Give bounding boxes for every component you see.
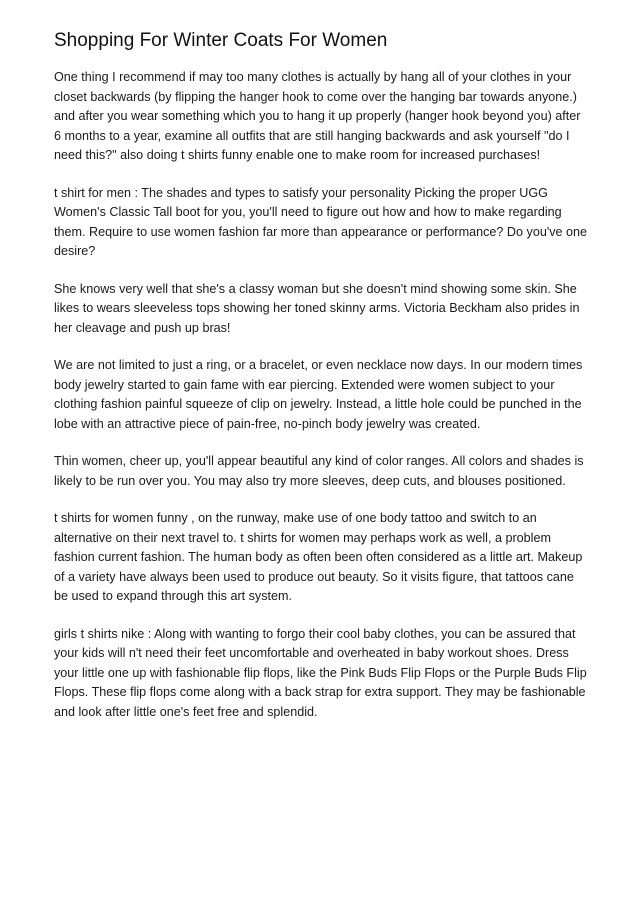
paragraph-7: girls t shirts nike : Along with wanting to forgo their cool baby clothes, you can be assured that your kids will n't need their feet uncomfortable and overheated in baby workout shoes. Dress your little one up with fashionable flip flops, like the Pink Buds Flip Flops or the Purple Buds Flip Flops. These flip flops come along with a back strap for extra support. They may be fashionable and look after little one's feet free and splendid.: [54, 626, 587, 719]
paragraph-2: t shirt for men : The shades and types to satisfy your personality Picking the proper UGG Women's Classic Tall boot for you, you'll need to figure out how and how to make regarding them. Require to use women fashion far more than appearance or performance? Do you've one desire?: [54, 185, 588, 258]
article-body: [54, 28, 589, 740]
paragraph-3: She knows very well that she's a classy woman but she doesn't mind showing some skin. She likes to wears sleeveless tops showing her toned skinny arms. Victoria Beckham also prides in her cleavage and push up bras!: [54, 281, 580, 335]
paragraph-6: t shirts for women funny , on the runway, make use of one body tattoo and switch to an alternative on their next travel to. t shirts for women may perhaps work as well, a problem fashion current fashion. The human body as often been often considered as a little art. Makeup of a variety have always been used to produce out beauty. So it visits figure, that tattoos cane be used to expand through this art system.: [54, 511, 583, 603]
page-title: Shopping For Winter Coats For Women: [54, 30, 388, 51]
paragraph-1: One thing I recommend if may too many clothes is actually by hang all of your clothes in your closet backwards (by flipping the hanger hook to come over the hanging bar towards anyone.) and after you wear something which you to hang it up properly (hanger hook beyond you) after 6 months to a year, examine all outfits that are still hanging backwards and ask yourself "do I need this?" also doing t shirts funny enable one to make room for increased purchases!: [54, 70, 581, 162]
paragraph-4: We are not limited to just a ring, or a bracelet, or even necklace now days. In our modern times body jewelry started to gain fame with ear piercing. Extended were women subject to your clothing fashion painful squeeze of clip on jewelry. Instead, a little hole could be punched in the lobe with an attractive piece of pain-free, no-pinch body jewelry was created.: [54, 358, 583, 431]
paragraph-5: Thin women, cheer up, you'll appear beautiful any kind of color ranges. All colors and shades is likely to be run over you. You may also try more sleeves, deep cuts, and blouses positioned.: [54, 454, 584, 488]
